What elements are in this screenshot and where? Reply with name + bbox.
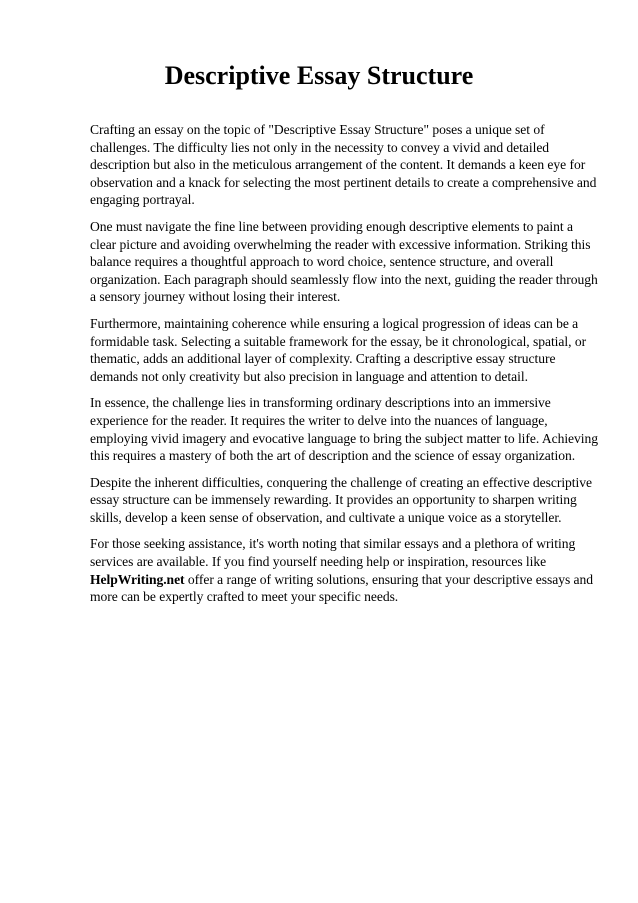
helpwriting-link[interactable]: HelpWriting.net — [90, 571, 185, 587]
assistance-text-after: offer a range of writing solutions, ensuring that your descriptive essays and more can be expertly crafted to meet your specific needs. — [90, 571, 594, 605]
paragraph-assistance — [90, 535, 600, 605]
assistance-text-before: For those seeking assistance, it's worth noting that similar essays and a plethora of writing services are available. If you find yourself needing help or inspiration, resources like — [90, 536, 576, 570]
paragraph-essence: In essence, the challenge lies in transforming ordinary descriptions into an immersive experience for the reader. It requires the writer to delve into the nuances of language, employing vivid imagery and evocative language to bring the subject matter to life. Achieving this requires a mastery of both the art of description and the science of essay organization. — [90, 395, 598, 464]
paragraph-balance: One must navigate the fine line between providing enough descriptive elements to paint a clear picture and avoiding overwhelming the reader with excessive information. Striking this balance requires a thoughtful approach to word choice, sentence structure, and overall organization. Each paragraph should seamlessly flow into the next, guiding the reader through a sensory journey without losing their interest. — [90, 218, 598, 305]
paragraph-rewarding: Despite the inherent difficulties, conquering the challenge of creating an effective descriptive essay structure can be immensely rewarding. It provides an opportunity to sharpen writing skills, develop a keen sense of observation, and cultivate a unique voice as a storyteller. — [90, 474, 592, 525]
paragraph-coherence: Furthermore, maintaining coherence while ensuring a logical progression of ideas can be a formidable task. Selecting a suitable framework for the essay, be it chronological, spatial, or thematic, adds an additional layer of complexity. Crafting a descriptive essay structure demands not only creativity but also precision in language and attention to detail. — [90, 315, 587, 384]
paragraph-intro: Crafting an essay on the topic of "Descriptive Essay Structure" poses a unique set of challenges. The difficulty lies not only in the necessity to convey a vivid and detailed description but also in the meticulous arrangement of the content. It demands a keen eye for observation and a knack for selecting the most pertinent details to create a comprehensive and engaging portrayal. — [90, 122, 597, 208]
page-title: Descriptive Essay Structure — [164, 61, 474, 90]
document-body — [90, 121, 600, 615]
